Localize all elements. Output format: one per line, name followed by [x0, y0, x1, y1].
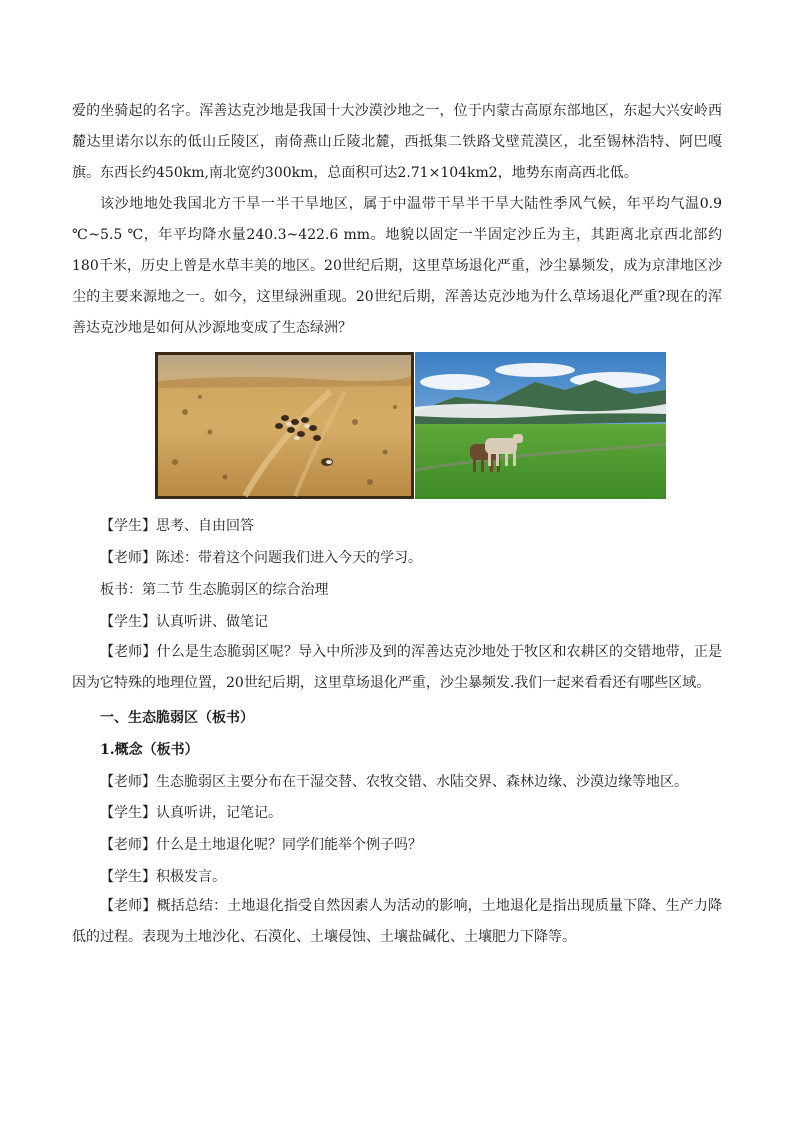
section-heading: 一、生态脆弱区（板书）	[100, 710, 254, 726]
teacher-statement-line: 【老师】陈述：带着这个问题我们进入今天的学习。	[100, 550, 422, 566]
green-grassland-cattle-photo	[415, 352, 666, 499]
student-notes-line: 【学生】认真听讲、做笔记	[100, 614, 268, 630]
sandland-paragraph: 该沙地地处我国北方干旱一半干旱地区，属于中温带干旱半干旱大陆性季风气候，年平均气温0.9 ℃~5.5 ℃，年平均降水量240.3~422.6 mm。地貌以固定一半固定沙丘为主，其距离北京西北部约180千米，历史上曾是水草丰美的地区。20世纪后期，这里草场退化严重，沙尘暴频发，成为京津地区沙尘的主要来源地之一。如今，这里绿洲重现。20世纪后期，浑善达克沙地为什么草场退化严重?现在的浑善达克沙地是如何从沙源地变成了生态绿洲？	[72, 196, 722, 336]
concept-heading: 1.概念（板书）	[100, 742, 199, 758]
desert-livestock-photo	[155, 352, 414, 499]
student-listen-line: 【学生】认真听讲，记笔记。	[100, 805, 282, 821]
student-speak-line: 【学生】积极发言。	[100, 869, 226, 885]
student-think-line: 【学生】思考、自由回答	[100, 518, 254, 534]
teacher-question-paragraph: 【老师】什么是生态脆弱区呢？导入中所涉及到的浑善达克沙地处于牧区和农耕区的交错地带，正是因为它特殊的地理位置，20世纪后期，这里草场退化严重，沙尘暴频发.我们一起来看看还有哪些区域。	[72, 644, 722, 691]
teacher-summary-paragraph: 【老师】概括总结：土地退化指受自然因素人为活动的影响，土地退化是指出现质量下降、生产力降低的过程。表现为土地沙化、石漠化、土壤侵蚀、土壤盐碱化、土壤肥力下降等。	[72, 898, 722, 945]
teacher-distribution-line: 【老师】生态脆弱区主要分布在干湿交替、农牧交错、水陆交界、森林边缘、沙漠边缘等地区。	[100, 774, 688, 790]
teacher-land-question-line: 【老师】什么是土地退化呢？同学们能举个例子吗？	[100, 837, 422, 853]
board-title-line: 板书：第二节 生态脆弱区的综合治理	[100, 582, 329, 598]
intro-paragraph: 爱的坐骑起的名字。浑善达克沙地是我国十大沙漠沙地之一，位于内蒙古高原东部地区，东起大兴安岭西麓达里诺尔以东的低山丘陵区，南倚燕山丘陵北麓，西抵集二铁路戈壁荒漠区，北至锡林浩特、阿巴嘎旗。东西长约450km,南北宽约300km，总面积可达2.71×104km2，地势东南高西北低。	[72, 103, 722, 181]
